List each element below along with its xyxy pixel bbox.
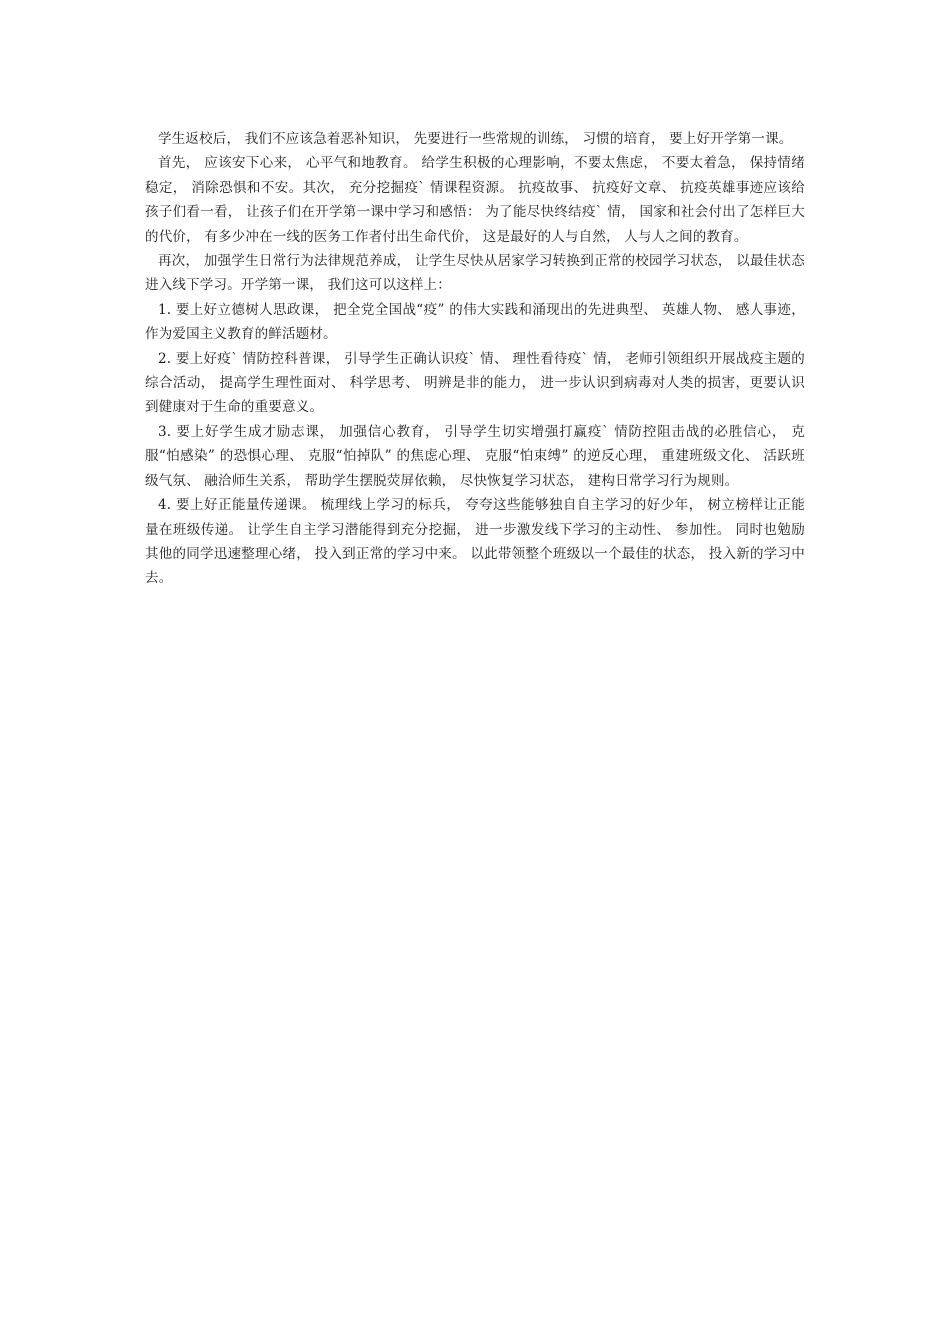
list-item-1: 1. 要上好立德树人思政课， 把全党全国战“疫” 的伟大实践和涌现出的先进典型、 英雄人物、 感人事迹， 作为爱国主义教育的鲜活题材。 — [145, 301, 805, 343]
list-item-2: 2. 要上好疫` 情防控科普课， 引导学生正确认识疫` 情、 理性看待疫` 情， 老师引领组织开展战疫主题的综合活动， 提高学生理性面对、 科学思考、 明辨是非的能力， 进一步认识到病毒对人类的损害，更要认识到健康对于生命的重要意义。 — [145, 350, 805, 416]
document-body — [145, 127, 805, 591]
paragraph-second: 再次， 加强学生日常行为法律规范养成， 让学生尽快从居家学习转换到正常的校园学习状态， 以最佳状态进入线下学习。开学第一课， 我们这可以这样上： — [145, 253, 805, 294]
list-item-3: 3. 要上好学生成才励志课， 加强信心教育， 引导学生切实增强打赢疫` 情防控阻击战的必胜信心， 克服“怕感染” 的恐惧心理、 克服“怕掉队” 的焦虑心理、 克服“怕束缚” 的逆反心理， 重建班级文化、 活跃班级气氛、 融洽师生关系， 帮助学生摆脱荧屏依赖， 尽快恢复学习状态， 建构日常学习行为规则。 — [145, 423, 805, 489]
paragraph-intro: 学生返校后， 我们不应该急着恶补知识， 先要进行一些常规的训练， 习惯的培育， 要上好开学第一课。 — [158, 131, 793, 147]
list-item-4: 4. 要上好正能量传递课。 梳理线上学习的标兵， 夸夸这些能够独自自主学习的好少年， 树立榜样让正能量在班级传递。 让学生自主学习潜能得到充分挖掘， 进一步激发线下学习的主动性、 参加性。 同时也勉励其他的同学迅速整理心绪， 投入到正常的学习中来。 以此带领整个班级以一个最佳的状态， 投入新的学习中去。 — [145, 497, 805, 587]
paragraph-first: 首先， 应该安下心来， 心平气和地教育。 给学生积极的心理影响，不要太焦虑， 不要太着急， 保持情绪稳定， 消除恐惧和不安。其次， 充分挖掘疫` 情课程资源。 抗疫故事、 抗疫好文章、 抗疫英雄事迹应该给孩子们看一看， 让孩子们在开学第一课中学习和感悟： 为了能尽快终结疫` 情， 国家和社会付出了怎样巨大的代价， 有多少冲在一线的医务工作者付出生命代价， 这是最好的人与自然， 人与人之间的教育。 — [145, 155, 805, 245]
